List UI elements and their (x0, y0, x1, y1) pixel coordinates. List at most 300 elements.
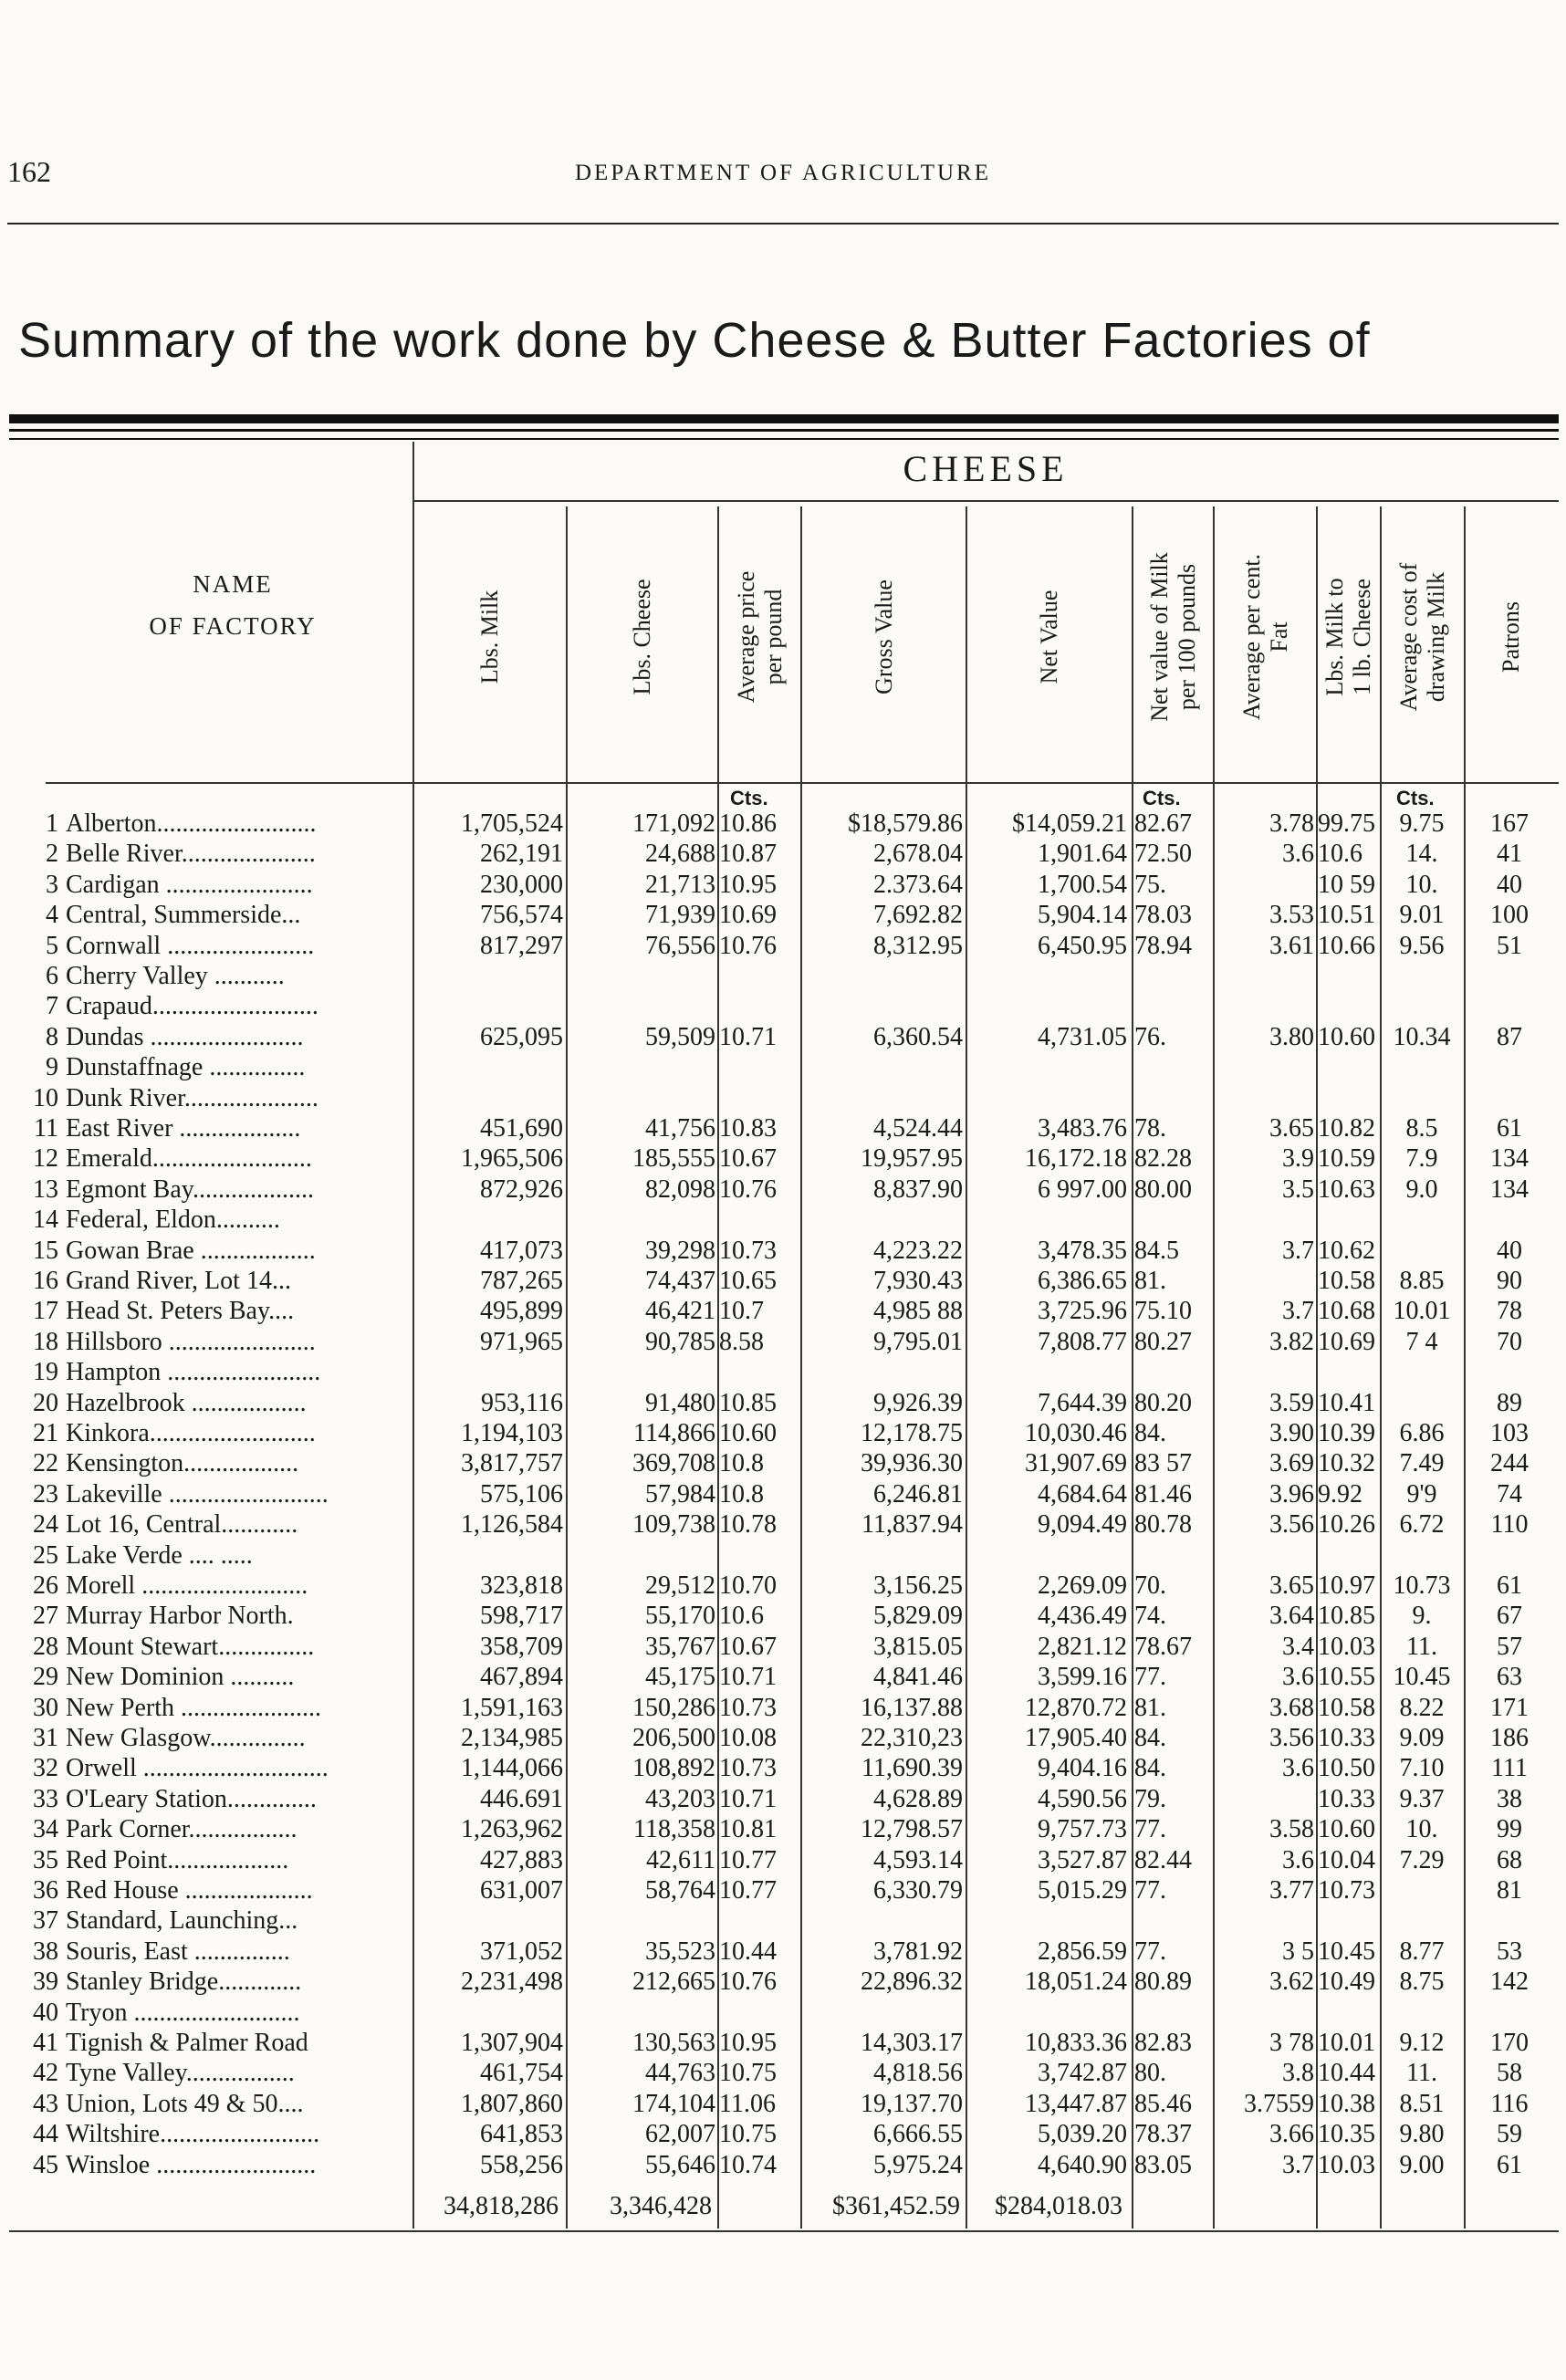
average-fat-cell: 3.96 (1269, 1479, 1314, 1508)
lbs-milk-cell: 446.691 (480, 1784, 563, 1813)
table-row (0, 1418, 1566, 1448)
lbs-cheese-cell: 59,509 (645, 1022, 715, 1051)
cost-drawing-milk-cell: 7.9 (1405, 1144, 1438, 1174)
milk-to-cheese-cell: 10.68 (1318, 1297, 1375, 1326)
net-value-cell: 4,684.64 (1038, 1479, 1127, 1508)
factory-name-cell: Lot 16, Central............ (66, 1510, 298, 1540)
cost-drawing-milk-cell: 9.09 (1399, 1724, 1445, 1752)
row-number-cell: 35 (33, 1845, 58, 1874)
gross-value-cell: 2.373.64 (873, 870, 963, 899)
cts-label-drawing: Cts. (1396, 787, 1435, 809)
lbs-cheese-cell: 43,203 (645, 1784, 715, 1813)
gross-value-cell: 4,628.89 (873, 1784, 963, 1813)
row-number-cell: 34 (33, 1815, 58, 1844)
cost-drawing-milk-cell: 10.01 (1393, 1297, 1451, 1326)
net-value-per-100-cell: 81.46 (1134, 1479, 1192, 1508)
cost-drawing-milk-cell: 9.12 (1399, 2029, 1445, 2057)
lbs-cheese-cell: 21,713 (645, 870, 715, 899)
net-value-cell: 10,833.36 (1025, 2029, 1127, 2057)
totals-row (0, 2192, 1566, 2225)
net-value-cell: 3,599.16 (1038, 1663, 1127, 1692)
lbs-milk-cell: 971,965 (480, 1327, 563, 1356)
col-head-milk-to-cheese: Lbs. Milk to 1 lb. Cheese (1321, 577, 1375, 696)
average-fat-cell: 3.6 (1282, 1845, 1314, 1874)
average-fat-cell: 3.69 (1269, 1449, 1314, 1478)
header-bottom-rule (46, 782, 1559, 784)
net-value-cell: 10,030.46 (1025, 1419, 1127, 1447)
milk-to-cheese-cell: 10.6 (1318, 840, 1362, 869)
factory-name-cell: Emerald......................... (66, 1144, 312, 1174)
total-cheese: 3,346,428 (610, 2192, 712, 2220)
average-fat-cell: 3.9 (1282, 1144, 1314, 1174)
net-value-cell: 4,436.49 (1038, 1602, 1127, 1631)
patrons-cell: 81 (1497, 1876, 1522, 1905)
milk-to-cheese-cell: 10 59 (1318, 870, 1375, 899)
milk-to-cheese-cell: 10.01 (1318, 2029, 1375, 2057)
net-value-cell: 3,483.76 (1038, 1114, 1127, 1143)
average-fat-cell: 3.64 (1269, 1602, 1314, 1631)
patrons-cell: 103 (1490, 1419, 1529, 1447)
table-row (0, 1571, 1566, 1601)
lbs-milk-cell: 575,106 (480, 1479, 563, 1508)
average-fat-cell: 3.56 (1269, 1510, 1314, 1540)
gross-value-cell: 6,360.54 (873, 1022, 963, 1051)
cost-drawing-milk-cell: 8.22 (1399, 1693, 1445, 1722)
lbs-cheese-cell: 55,170 (645, 1602, 715, 1631)
net-value-cell: 3,742.87 (1038, 2059, 1127, 2088)
total-net: $284,018.03 (995, 2192, 1122, 2220)
average-price-cell: 10.73 (719, 1236, 777, 1265)
group-underline (412, 500, 1559, 502)
row-number-cell: 18 (33, 1327, 58, 1356)
net-value-per-100-cell: 76. (1134, 1022, 1166, 1051)
lbs-cheese-cell: 74,437 (645, 1267, 715, 1295)
average-price-cell: 10.74 (719, 2150, 777, 2179)
patrons-cell: 74 (1497, 1479, 1522, 1508)
patrons-cell: 100 (1490, 901, 1529, 930)
average-fat-cell: 3.65 (1269, 1571, 1314, 1600)
row-number-cell: 15 (33, 1236, 58, 1265)
average-price-cell: 10.75 (719, 2120, 777, 2149)
average-fat-cell: 3.68 (1269, 1693, 1314, 1722)
milk-to-cheese-cell: 10.63 (1318, 1174, 1375, 1204)
lbs-cheese-cell: 150,286 (632, 1693, 715, 1722)
average-price-cell: 10.95 (719, 2029, 777, 2057)
lbs-cheese-cell: 212,665 (632, 1968, 715, 1997)
net-value-cell: 5,039.20 (1038, 2120, 1127, 2149)
average-price-cell: 10.73 (719, 1693, 777, 1722)
row-number-cell: 39 (33, 1968, 58, 1997)
gross-value-cell: 22,896.32 (861, 1968, 963, 1997)
row-number-cell: 12 (33, 1144, 58, 1174)
gross-value-cell: 4,223.22 (873, 1236, 963, 1265)
patrons-cell: 53 (1497, 1936, 1522, 1966)
row-number-cell: 33 (33, 1784, 58, 1813)
row-number-cell: 32 (33, 1754, 58, 1783)
gross-value-cell: 3,781.92 (873, 1936, 963, 1966)
average-price-cell: 10.77 (719, 1876, 777, 1905)
lbs-milk-cell: 451,690 (480, 1114, 563, 1143)
row-number-cell: 38 (33, 1936, 58, 1966)
average-fat-cell: 3.7 (1282, 1297, 1314, 1326)
net-value-cell: 1,700.54 (1038, 870, 1127, 899)
milk-to-cheese-cell: 10.03 (1318, 1632, 1375, 1661)
net-value-cell: 4,640.90 (1038, 2150, 1127, 2179)
table-row (0, 870, 1566, 900)
average-price-cell: 10.08 (719, 1724, 777, 1752)
net-value-per-100-cell: 77. (1134, 1663, 1166, 1692)
factory-name-cell: Head St. Peters Bay.... (66, 1297, 295, 1326)
average-fat-cell: 3.82 (1269, 1327, 1314, 1356)
net-value-cell: 5,904.14 (1038, 901, 1127, 930)
net-value-cell: 6,386.65 (1038, 1267, 1127, 1295)
lbs-cheese-cell: 174,104 (632, 2089, 715, 2118)
lbs-milk-cell: 417,073 (480, 1236, 563, 1265)
factory-name-cell: Red House .................... (66, 1876, 313, 1905)
lbs-milk-cell: 953,116 (481, 1388, 563, 1417)
milk-to-cheese-cell: 10.66 (1318, 931, 1375, 960)
table-row (0, 1845, 1566, 1875)
row-number-cell: 36 (33, 1876, 58, 1905)
net-value-per-100-cell: 77. (1134, 1876, 1166, 1905)
row-number-cell: 16 (33, 1267, 58, 1295)
net-value-cell: 2,821.12 (1038, 1632, 1127, 1661)
net-value-cell: $14,059.21 (1012, 809, 1127, 838)
lbs-milk-cell: 1,965,506 (461, 1144, 563, 1174)
average-fat-cell: 3.61 (1269, 931, 1314, 960)
total-gross: $361,452.59 (832, 2192, 960, 2220)
patrons-cell: 59 (1497, 2120, 1522, 2149)
patrons-cell: 51 (1497, 931, 1522, 960)
factory-name-cell: Alberton......................... (66, 809, 317, 838)
milk-to-cheese-cell: 10.51 (1318, 901, 1375, 930)
table-row (0, 839, 1566, 869)
net-value-cell: 9,094.49 (1038, 1510, 1127, 1540)
milk-to-cheese-cell: 10.58 (1318, 1693, 1375, 1722)
table-row (0, 961, 1566, 991)
average-price-cell: 10.71 (719, 1022, 777, 1051)
net-value-cell: 7,808.77 (1038, 1327, 1127, 1356)
net-value-cell: 9,757.73 (1038, 1815, 1127, 1844)
milk-to-cheese-cell: 10.33 (1318, 1784, 1375, 1813)
cost-drawing-milk-cell: 8.77 (1399, 1936, 1445, 1966)
lbs-cheese-cell: 91,480 (645, 1388, 715, 1417)
net-value-cell: 2,856.59 (1038, 1936, 1127, 1966)
name-heading-line2: OF FACTORY (149, 612, 317, 640)
net-value-per-100-cell: 80.78 (1134, 1510, 1192, 1540)
average-price-cell: 10.67 (719, 1632, 777, 1661)
net-value-cell: 12,870.72 (1025, 1693, 1127, 1722)
net-value-cell: 3,527.87 (1038, 1845, 1127, 1874)
patrons-cell: 70 (1497, 1327, 1522, 1356)
table-row (0, 1998, 1566, 2028)
milk-to-cheese-cell: 99.75 (1318, 809, 1375, 838)
lbs-milk-cell: 872,926 (480, 1174, 563, 1204)
lbs-cheese-cell: 39,298 (645, 1236, 715, 1265)
factory-name-cell: Grand River, Lot 14... (66, 1267, 291, 1295)
net-value-cell: 3,725.96 (1038, 1297, 1127, 1326)
lbs-cheese-cell: 171,092 (632, 809, 715, 838)
row-number-cell: 19 (33, 1358, 58, 1387)
gross-value-cell: 7,692.82 (873, 901, 963, 930)
factory-name-cell: Wiltshire......................... (66, 2120, 320, 2149)
average-fat-cell: 3.4 (1282, 1632, 1314, 1661)
running-head: DEPARTMENT OF AGRICULTURE (575, 161, 991, 185)
patrons-cell: 186 (1490, 1724, 1529, 1752)
factory-name-cell: Gowan Brae .................. (66, 1236, 316, 1265)
factory-name-cell: New Glasgow............... (66, 1724, 306, 1752)
cost-drawing-milk-cell: 11. (1406, 2059, 1437, 2088)
col-head-net-value: Net Value (1036, 590, 1062, 684)
row-number-cell: 17 (33, 1297, 58, 1326)
gross-value-cell: $18,579.86 (848, 809, 963, 838)
patrons-cell: 57 (1497, 1632, 1522, 1661)
table-row (0, 1509, 1566, 1540)
lbs-cheese-cell: 55,646 (645, 2150, 715, 2179)
average-price-cell: 10.86 (719, 809, 777, 838)
milk-to-cheese-cell: 10.97 (1318, 1571, 1375, 1600)
cost-drawing-milk-cell: 9.75 (1399, 809, 1445, 838)
net-value-cell: 3,478.35 (1038, 1236, 1127, 1265)
factory-name-cell: Kensington.................. (66, 1449, 299, 1478)
average-price-cell: 8.58 (719, 1327, 764, 1356)
lbs-milk-cell: 2,231,498 (461, 1968, 563, 1997)
net-value-per-100-cell: 75. (1134, 870, 1166, 899)
net-value-per-100-cell: 83 57 (1134, 1449, 1192, 1478)
patrons-cell: 40 (1497, 870, 1522, 899)
factory-name-cell: Mount Stewart............... (66, 1632, 315, 1661)
row-number-cell: 31 (33, 1724, 58, 1752)
table-row (0, 1052, 1566, 1082)
table-row (0, 1936, 1566, 1967)
lbs-milk-cell: 1,263,962 (461, 1815, 563, 1844)
row-number-cell: 42 (33, 2059, 58, 2088)
net-value-per-100-cell: 84.5 (1134, 1236, 1179, 1265)
average-price-cell: 10.78 (719, 1510, 777, 1540)
gross-value-cell: 3,815.05 (873, 1632, 963, 1661)
col-head-average-fat: Average per cent. Fat (1237, 553, 1292, 720)
col-head-lbs-cheese: Lbs. Cheese (629, 578, 655, 695)
row-number-cell: 3 (46, 870, 58, 899)
average-price-cell: 10.69 (719, 901, 777, 930)
net-value-per-100-cell: 80. (1134, 2059, 1166, 2088)
lbs-cheese-cell: 71,939 (645, 901, 715, 930)
patrons-cell: 116 (1490, 2089, 1529, 2118)
milk-to-cheese-cell: 10.41 (1318, 1388, 1375, 1417)
row-number-cell: 41 (33, 2029, 58, 2057)
factory-name-cell: New Perth ...................... (66, 1693, 321, 1722)
average-price-cell: 10.7 (719, 1297, 764, 1326)
net-value-per-100-cell: 78.03 (1134, 901, 1192, 930)
cost-drawing-milk-cell: 14. (1405, 840, 1438, 869)
lbs-cheese-cell: 29,512 (645, 1571, 715, 1600)
gross-value-cell: 2,678.04 (873, 840, 963, 869)
patrons-cell: 67 (1497, 1602, 1522, 1631)
row-number-cell: 20 (33, 1388, 58, 1417)
net-value-per-100-cell: 79. (1134, 1784, 1166, 1813)
gross-value-cell: 6,666.55 (873, 2120, 963, 2149)
milk-to-cheese-cell: 10.62 (1318, 1236, 1375, 1265)
lbs-milk-cell: 1,307,904 (461, 2029, 563, 2057)
gross-value-cell: 14,303.17 (861, 2029, 963, 2057)
net-value-per-100-cell: 77. (1134, 1815, 1166, 1844)
lbs-cheese-cell: 206,500 (632, 1724, 715, 1752)
factory-name-cell: Hillsboro ....................... (66, 1327, 316, 1356)
table-row (0, 1875, 1566, 1905)
lbs-milk-cell: 817,297 (480, 931, 563, 960)
milk-to-cheese-cell: 10.69 (1318, 1327, 1375, 1356)
lbs-cheese-cell: 35,767 (645, 1632, 715, 1661)
lbs-milk-cell: 262,191 (480, 840, 563, 869)
factory-name-cell: Union, Lots 49 & 50.... (66, 2089, 304, 2118)
table-row (0, 931, 1566, 961)
net-value-cell: 13,447.87 (1025, 2089, 1127, 2118)
milk-to-cheese-cell: 10.26 (1318, 1510, 1375, 1540)
average-price-cell: 10.76 (719, 931, 777, 960)
gross-value-cell: 12,798.57 (861, 1815, 963, 1844)
average-fat-cell: 3.65 (1269, 1114, 1314, 1143)
gross-value-cell: 3,156.25 (873, 1571, 963, 1600)
lbs-milk-cell: 461,754 (480, 2059, 563, 2088)
factory-name-cell: Souris, East ............... (66, 1936, 290, 1966)
factory-name-cell: Lakeville ......................... (66, 1479, 329, 1508)
row-number-cell: 14 (33, 1206, 58, 1235)
factory-name-cell: Crapaud.......................... (66, 992, 318, 1021)
patrons-cell: 58 (1497, 2059, 1522, 2088)
net-value-per-100-cell: 80.20 (1134, 1388, 1192, 1417)
factory-name-cell: Cornwall ....................... (66, 931, 315, 960)
patrons-cell: 110 (1490, 1510, 1529, 1540)
lbs-milk-cell: 1,705,524 (461, 809, 563, 838)
lbs-cheese-cell: 41,756 (645, 1114, 715, 1143)
patrons-cell: 78 (1497, 1297, 1522, 1326)
lbs-milk-cell: 2,134,985 (461, 1724, 563, 1752)
lbs-milk-cell: 230,000 (480, 870, 563, 899)
milk-to-cheese-cell: 10.35 (1318, 2120, 1375, 2149)
net-value-per-100-cell: 78.37 (1134, 2120, 1192, 2149)
cost-drawing-milk-cell: 8.85 (1399, 1267, 1445, 1295)
gross-value-cell: 9,926.39 (873, 1388, 963, 1417)
lbs-cheese-cell: 44,763 (645, 2059, 715, 2088)
average-price-cell: 10.70 (719, 1571, 777, 1600)
cost-drawing-milk-cell: 9.80 (1399, 2120, 1445, 2149)
table-row (0, 1814, 1566, 1844)
table-row (0, 1448, 1566, 1478)
lbs-milk-cell: 598,717 (480, 1602, 563, 1631)
factory-name-cell: Tignish & Palmer Road (66, 2029, 308, 2057)
col-head-patrons: Patrons (1498, 600, 1524, 673)
net-value-cell: 9,404.16 (1038, 1754, 1127, 1783)
gross-value-cell: 4,593.14 (873, 1845, 963, 1874)
table-row (0, 2028, 1566, 2058)
gross-value-cell: 4,524.44 (873, 1114, 963, 1143)
patrons-cell: 90 (1497, 1267, 1522, 1295)
average-fat-cell: 3 78 (1269, 2029, 1314, 2057)
factory-name-cell: Central, Summerside... (66, 901, 301, 930)
gross-value-cell: 19,137.70 (861, 2089, 963, 2118)
gross-value-cell: 39,936.30 (861, 1449, 963, 1478)
lbs-milk-cell: 1,591,163 (461, 1693, 563, 1722)
average-fat-cell: 3.77 (1269, 1876, 1314, 1905)
cost-drawing-milk-cell: 8.51 (1399, 2089, 1445, 2118)
table-row (0, 1205, 1566, 1235)
net-value-cell: 31,907.69 (1025, 1449, 1127, 1478)
gross-value-cell: 22,310,23 (861, 1724, 963, 1752)
name-heading-line1: NAME (193, 570, 273, 598)
cost-drawing-milk-cell: 9.56 (1399, 931, 1445, 960)
cts-label-price: Cts. (730, 787, 768, 809)
lbs-milk-cell: 358,709 (480, 1632, 563, 1661)
average-fat-cell: 3.7559 (1244, 2089, 1314, 2118)
row-number-cell: 26 (33, 1571, 58, 1600)
net-value-per-100-cell: 80.00 (1134, 1174, 1192, 1204)
row-number-cell: 29 (33, 1663, 58, 1692)
net-value-per-100-cell: 84. (1134, 1754, 1166, 1783)
patrons-cell: 134 (1490, 1144, 1529, 1174)
milk-to-cheese-cell: 10.38 (1318, 2089, 1375, 2118)
patrons-cell: 87 (1497, 1022, 1522, 1051)
factory-name-cell: O'Leary Station.............. (66, 1784, 317, 1813)
table-row (0, 1479, 1566, 1509)
row-number-cell: 22 (33, 1449, 58, 1478)
lbs-milk-cell: 323,818 (480, 1571, 563, 1600)
cost-drawing-milk-cell: 7.49 (1399, 1449, 1445, 1478)
row-number-cell: 4 (46, 901, 58, 930)
milk-to-cheese-cell: 10.50 (1318, 1754, 1375, 1783)
gross-value-cell: 8,837.90 (873, 1174, 963, 1204)
table-row (0, 1693, 1566, 1723)
col-head-lbs-milk: Lbs. Milk (476, 590, 503, 684)
average-price-cell: 10.95 (719, 870, 777, 899)
col-head-gross-value: Gross Value (870, 579, 897, 694)
table-row (0, 1723, 1566, 1753)
gross-value-cell: 5,829.09 (873, 1602, 963, 1631)
average-price-cell: 10.75 (719, 2059, 777, 2088)
cost-drawing-milk-cell: 6.72 (1399, 1510, 1445, 1540)
net-value-cell: 6 997.00 (1038, 1174, 1127, 1204)
factory-name-cell: Park Corner................. (66, 1815, 298, 1844)
table-row (0, 1113, 1566, 1143)
factory-name-cell: Dunk River..................... (66, 1083, 318, 1112)
page-title: Summary of the work done by Cheese & Butter Factories of (18, 313, 1371, 368)
average-fat-cell: 3.7 (1282, 2150, 1314, 2179)
row-number-cell: 6 (46, 962, 58, 990)
net-value-cell: 2,269.09 (1038, 1571, 1127, 1600)
gross-value-cell: 16,137.88 (861, 1693, 963, 1722)
net-value-per-100-cell: 81. (1134, 1267, 1166, 1295)
patrons-cell: 99 (1497, 1815, 1522, 1844)
row-number-cell: 24 (33, 1510, 58, 1540)
row-number-cell: 25 (33, 1540, 58, 1570)
average-price-cell: 10.83 (719, 1114, 777, 1143)
factory-name-cell: Stanley Bridge............. (66, 1968, 302, 1997)
net-value-per-100-cell: 80.27 (1134, 1327, 1192, 1356)
table-bottom-rule (9, 2230, 1559, 2232)
average-price-cell: 10.77 (719, 1845, 777, 1874)
table-row (0, 2150, 1566, 2180)
net-value-per-100-cell: 84. (1134, 1419, 1166, 1447)
table-row (0, 2089, 1566, 2119)
net-value-per-100-cell: 78. (1134, 1114, 1166, 1143)
row-number-cell: 30 (33, 1693, 58, 1722)
average-price-cell: 10.44 (719, 1936, 777, 1966)
gross-value-cell: 5,975.24 (873, 2150, 963, 2179)
patrons-cell: 61 (1497, 2150, 1522, 2179)
cost-drawing-milk-cell: 10.34 (1393, 1022, 1451, 1051)
patrons-cell: 89 (1497, 1388, 1522, 1417)
net-value-cell: 7,644.39 (1038, 1388, 1127, 1417)
lbs-cheese-cell: 58,764 (645, 1876, 715, 1905)
